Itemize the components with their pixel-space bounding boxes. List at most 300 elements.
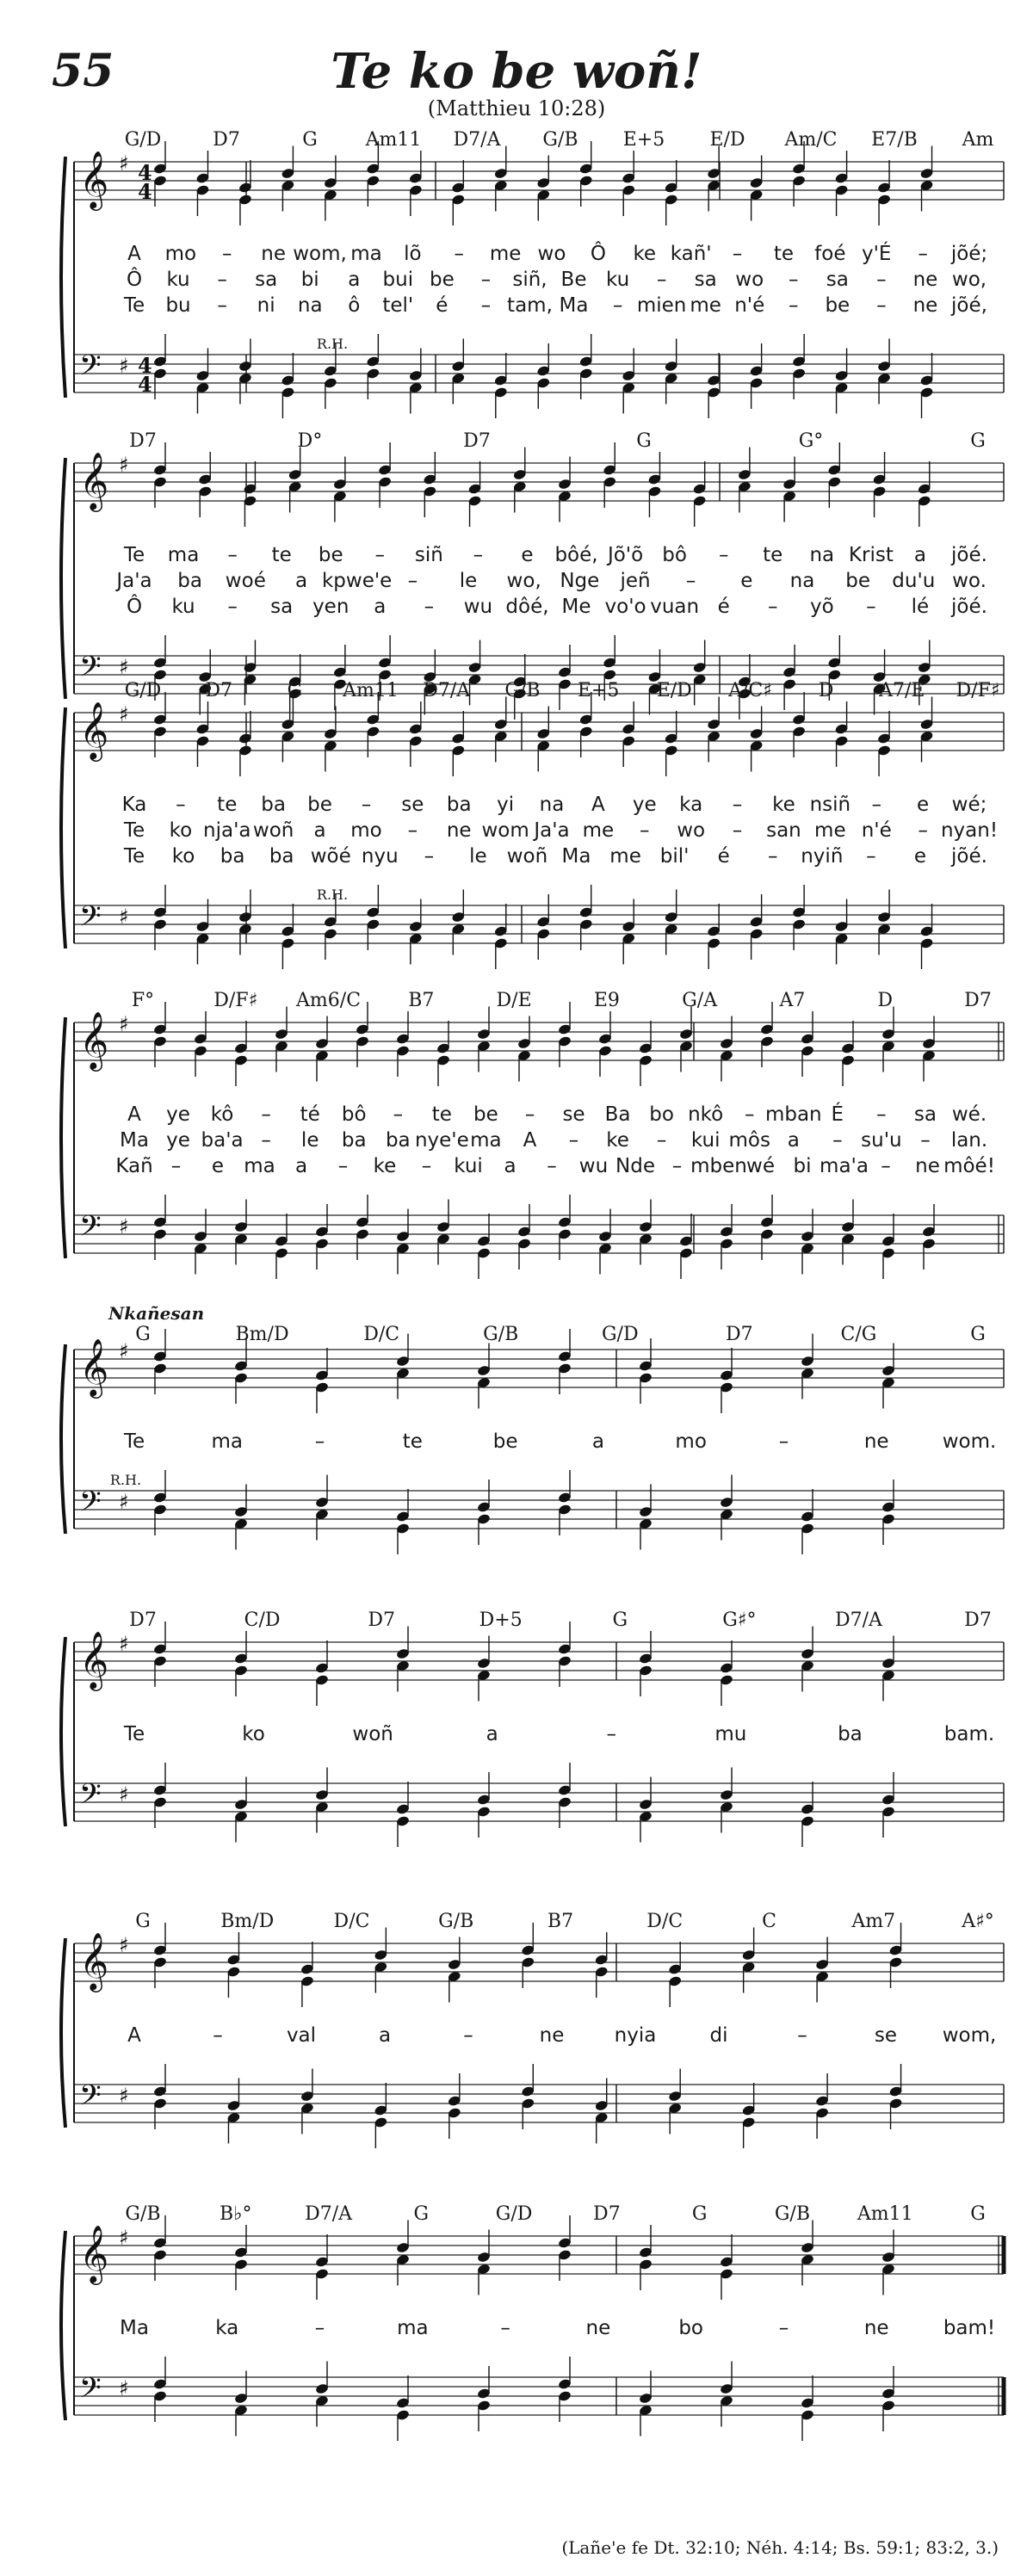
chord-symbol: G/D [124, 129, 162, 151]
lyric-syllable: a [486, 1723, 498, 1745]
lyric-syllable: foé [814, 243, 846, 265]
lyric-syllable: – [463, 2024, 473, 2047]
lyric-syllable: – [500, 2317, 510, 2339]
chord-symbol: D° [297, 430, 323, 452]
chord-symbol: Am11 [365, 129, 422, 151]
chord-symbol: D [877, 990, 894, 1011]
lyric-syllable: Ma [561, 845, 591, 868]
chord-symbol: D/E [496, 990, 532, 1011]
lyric-syllable: wé [746, 1155, 775, 1177]
staff-lines [48, 2203, 1004, 2487]
lyric-syllable: ne [912, 294, 938, 317]
lyric-syllable: sa [270, 596, 294, 618]
treble-clef-icon: 𝄞 [79, 1010, 109, 1069]
lyric-syllable: ba [177, 570, 203, 592]
lyric-syllable: – [876, 294, 887, 317]
lyric-syllable: – [876, 1103, 887, 1126]
lyric-syllable: e [913, 845, 927, 868]
chord-symbol: C/D [244, 1609, 281, 1631]
lyric-syllable: te [271, 544, 292, 566]
chord-symbol: Am11 [343, 680, 399, 701]
lyric-syllable: ye [166, 1129, 190, 1152]
chord-symbol: G [135, 1324, 151, 1345]
lyric-syllable: mo [164, 243, 197, 265]
treble-clef-icon: 𝄞 [79, 451, 109, 510]
lyric-syllable: na [297, 294, 323, 317]
lyric-syllable: e [917, 794, 930, 816]
chord-symbol: D/C [646, 1911, 684, 1932]
lyric-syllable: bi [793, 1155, 812, 1177]
lyric-syllable: na [539, 794, 565, 816]
lyric-syllable: – [222, 243, 232, 265]
chord-symbol: Am/C [784, 129, 838, 151]
chord-symbol: D7 [964, 990, 992, 1011]
lyric-syllable: bi [300, 269, 319, 291]
time-signature-icon: 4 [138, 160, 152, 185]
lyric-syllable: Te [123, 819, 145, 842]
lyric-syllable: wo, [951, 269, 987, 291]
lyric-syllable: – [881, 1155, 891, 1177]
lyric-syllable: – [918, 819, 928, 842]
chord-symbol: D/F♯ [213, 990, 258, 1011]
lyric-syllable: woñ [352, 1723, 393, 1745]
lyric-syllable: te [773, 243, 795, 265]
lyric-syllable: ma [470, 1129, 502, 1152]
lyric-syllable: kui [454, 1155, 483, 1177]
chord-symbol: G [636, 430, 652, 452]
lyric-syllable: Ma [120, 2317, 149, 2339]
lyric-syllable: – [227, 544, 238, 566]
lyric-syllable: ba'a [201, 1129, 244, 1152]
lyric-syllable: – [314, 2317, 325, 2339]
lyric-syllable: ba [269, 845, 294, 868]
scripture-reference: (Matthieu 10:28) [427, 96, 606, 120]
lyric-syllable: – [789, 269, 799, 291]
lyric-syllable: a [504, 1155, 516, 1177]
lyric-syllable: Nde [615, 1155, 655, 1177]
lyric-syllable: sa [694, 269, 717, 291]
chord-symbol: E+5 [577, 680, 620, 701]
lyric-syllable: ne [912, 269, 938, 291]
lyric-syllable: a [374, 596, 387, 618]
lyric-syllable: ma [350, 243, 382, 265]
treble-clef-icon: 𝄞 [79, 1337, 109, 1396]
lyric-syllable: le [300, 1129, 319, 1152]
lyric-syllable: Ma [559, 294, 589, 317]
chord-symbol: D/F♯ [956, 680, 1000, 701]
chord-symbol: G/B [125, 2203, 161, 2225]
chord-symbol: D7 [213, 129, 240, 151]
lyric-syllable: A [127, 243, 141, 265]
bass-clef-icon: 𝄢 [79, 651, 102, 690]
lyric-syllable: e [521, 544, 534, 566]
lyric-syllable: wom. [942, 1430, 997, 1453]
lyric-syllable: Te [123, 294, 145, 317]
lyric-syllable: ne [863, 1430, 889, 1453]
key-signature-icon: ♯ [119, 1632, 129, 1656]
lyric-syllable: – [778, 1430, 789, 1453]
lyric-syllable: – [832, 1129, 843, 1152]
lyric-syllable: du'u [892, 570, 936, 592]
key-signature-icon: ♯ [119, 1782, 129, 1807]
lyric-syllable: se [562, 1103, 585, 1126]
score-system [48, 129, 1004, 448]
key-signature-icon: ♯ [119, 1490, 129, 1514]
lyric-syllable: – [718, 544, 729, 566]
lyric-syllable: ba [385, 1129, 411, 1152]
chord-symbol: D+5 [479, 1609, 523, 1631]
lyric-syllable: Me [561, 596, 591, 618]
score-system [48, 990, 1004, 1300]
chord-symbol: Am7 [851, 1911, 896, 1932]
lyric-syllable: é [717, 845, 730, 868]
lyric-syllable: wo, [506, 570, 541, 592]
chord-symbol: D7/A [423, 680, 471, 701]
right-hand-marking: R.H. [316, 336, 349, 352]
chord-symbol: A♯° [962, 1911, 994, 1932]
key-signature-icon: ♯ [119, 1012, 129, 1036]
lyric-syllable: a [313, 819, 326, 842]
lyric-syllable: ni [257, 294, 275, 317]
chord-symbol: G [612, 1609, 628, 1631]
chord-symbol: G° [798, 430, 824, 452]
lyric-syllable: bu [165, 294, 191, 317]
lyric-syllable: mban [764, 1103, 822, 1126]
lyric-syllable: A [591, 794, 605, 816]
lyric-syllable: be [825, 294, 851, 317]
lyric-syllable: bôé, [554, 544, 598, 566]
lyric-syllable: é [717, 596, 730, 618]
lyric-syllable: ne [863, 2317, 889, 2339]
key-signature-icon: ♯ [119, 1339, 129, 1363]
lyric-syllable: – [393, 1103, 404, 1126]
lyric-syllable: – [778, 2317, 789, 2339]
chord-symbol: D/C [363, 1324, 400, 1345]
lyric-syllable: ko [171, 845, 195, 868]
lyric-syllable: tel' [382, 294, 414, 317]
lyric-syllable: – [473, 544, 484, 566]
treble-clef-icon: 𝄞 [79, 2224, 109, 2283]
lyric-syllable: su'u [861, 1129, 902, 1152]
lyric-syllable: bam! [943, 2317, 996, 2339]
lyric-syllable: wu [578, 1155, 609, 1177]
lyric-syllable: ke [606, 1129, 629, 1152]
chord-symbol: D7 [129, 430, 157, 452]
lyric-syllable: – [547, 1155, 557, 1177]
lyric-syllable: wé. [951, 1103, 987, 1126]
key-signature-icon: ♯ [119, 2084, 129, 2108]
lyric-syllable: – [732, 794, 743, 816]
lyric-syllable: – [407, 819, 418, 842]
lyric-syllable: ka [679, 794, 703, 816]
lyric-syllable: ba [341, 1129, 367, 1152]
lyric-syllable: Te [123, 845, 145, 868]
lyric-syllable: Te [123, 1723, 145, 1745]
lyric-syllable: – [656, 269, 667, 291]
lyric-syllable: woñ [252, 819, 294, 842]
lyric-syllable: ne [915, 1155, 940, 1177]
right-hand-marking: R.H. [316, 886, 349, 903]
lyric-syllable: Ka [121, 794, 147, 816]
lyric-syllable: val [286, 2024, 317, 2047]
lyric-syllable: ke [373, 1155, 397, 1177]
lyric-syllable: wé; [951, 794, 987, 816]
chord-symbol: G/D [495, 2203, 533, 2225]
lyric-syllable: be [307, 794, 332, 816]
lyric-syllable: – [866, 845, 876, 868]
treble-clef-icon: 𝄞 [79, 150, 109, 208]
lyric-syllable: bô [662, 544, 687, 566]
lyric-syllable: wõé [310, 845, 351, 868]
lyric-syllable: n'é [734, 294, 765, 317]
lyric-syllable: na [809, 544, 835, 566]
lyric-syllable: wu [463, 596, 493, 618]
lyric-syllable: ne [539, 2024, 565, 2047]
lyric-syllable: ma'a [820, 1155, 869, 1177]
chord-symbol: G/A [682, 990, 718, 1011]
lyric-syllable: – [866, 596, 876, 618]
lyric-syllable: nye'e [414, 1129, 469, 1152]
key-signature-icon: ♯ [119, 453, 129, 477]
chord-symbol: E+5 [622, 129, 665, 151]
lyric-syllable: – [920, 1129, 931, 1152]
lyric-syllable: nja'a [203, 819, 251, 842]
lyric-syllable: – [217, 269, 227, 291]
lyric-syllable: mu [714, 1723, 747, 1745]
lyric-syllable: mben [690, 1155, 747, 1177]
lyric-syllable: – [612, 294, 623, 317]
lyric-syllable: – [568, 1129, 579, 1152]
lyric-syllable: Kañ [115, 1155, 153, 1177]
chord-symbol: Bm/D [220, 1911, 275, 1932]
lyric-syllable: ne [446, 819, 472, 842]
lyric-syllable: lan. [950, 1129, 988, 1152]
lyric-syllable: te [431, 1103, 452, 1126]
lyric-syllable: – [176, 794, 186, 816]
chord-symbol: G [970, 430, 986, 452]
chord-symbol: G/B [504, 680, 541, 701]
lyric-syllable: wom, [942, 2024, 997, 2047]
lyric-syllable: vo'o [604, 596, 646, 618]
lyric-syllable: jõé. [951, 845, 987, 868]
lyric-syllable: a [913, 544, 926, 566]
lyric-syllable: wom, [293, 243, 347, 265]
lyric-syllable: – [374, 544, 386, 566]
lyric-syllable: san [766, 819, 801, 842]
lyric-syllable: woé [225, 570, 266, 592]
lyric-syllable: ô [348, 294, 361, 317]
lyric-syllable: – [685, 570, 696, 592]
lyric-syllable: – [217, 294, 227, 317]
chord-symbol: D7 [726, 1324, 753, 1345]
lyric-syllable: é [436, 294, 448, 317]
lyric-syllable: – [480, 294, 492, 317]
lyric-syllable: – [640, 819, 650, 842]
chord-symbol: G [970, 2203, 986, 2225]
lyric-syllable: te [763, 544, 783, 566]
chord-symbol: C [762, 1911, 776, 1932]
chord-symbol: D7 [129, 1609, 157, 1631]
lyric-syllable: té [300, 1103, 320, 1126]
lyric-syllable: nyiñ [801, 845, 844, 868]
time-signature-icon: 4 [138, 179, 152, 204]
chord-symbol: G [135, 1911, 151, 1932]
lyric-syllable: woñ [506, 845, 548, 868]
lyric-syllable: A [127, 1103, 141, 1126]
lyric-syllable: y'É [861, 243, 892, 265]
lyric-syllable: be [429, 269, 455, 291]
lyric-syllable: a [294, 1155, 308, 1177]
bass-clef-icon: 𝄢 [79, 1778, 102, 1818]
key-signature-icon: ♯ [119, 2226, 129, 2250]
chord-symbol: G/B [774, 2203, 811, 2225]
time-signature-icon: 4 [138, 372, 152, 397]
lyric-syllable: jõé. [951, 544, 987, 566]
lyric-syllable: – [789, 294, 799, 317]
lyric-syllable: bô [341, 1103, 367, 1126]
lyric-syllable: Ja'a [116, 570, 152, 592]
lyric-syllable: a [348, 269, 361, 291]
lyric-syllable: – [768, 596, 778, 618]
lyric-syllable: Jõ'õ [607, 544, 644, 566]
lyric-syllable: jõé. [951, 596, 987, 618]
lyric-syllable: – [744, 1103, 755, 1126]
lyric-syllable: ye [632, 794, 657, 816]
lyric-syllable: môs [728, 1129, 770, 1152]
lyric-syllable: ba [446, 794, 472, 816]
lyric-syllable: nsiñ [809, 794, 851, 816]
chord-symbol: E/D [709, 129, 745, 151]
chord-symbol: D [818, 680, 834, 701]
key-signature-icon: ♯ [119, 1214, 129, 1239]
lyric-syllable: sa [826, 269, 849, 291]
lyric-syllable: A [127, 2024, 141, 2047]
chord-symbol: D7 [964, 1609, 992, 1631]
lyric-syllable: – [671, 1155, 683, 1177]
lyric-syllable: Ba [604, 1103, 631, 1126]
lyric-syllable: a [591, 1430, 604, 1453]
chord-symbol: D/C [333, 1911, 370, 1932]
lyric-syllable: tam, [507, 294, 553, 317]
lyric-syllable: ma [167, 544, 200, 566]
chord-symbol: A/C♯ [728, 680, 772, 701]
key-signature-icon: ♯ [119, 905, 129, 929]
lyric-syllable: le [469, 845, 487, 868]
treble-clef-icon: 𝄞 [79, 1630, 109, 1689]
lyric-syllable: bui [382, 269, 414, 291]
chord-symbol: G/B [438, 1911, 474, 1932]
lyric-syllable: môé! [943, 1155, 995, 1177]
lyric-syllable: Ô [590, 243, 606, 265]
lyric-syllable: – [797, 2024, 807, 2047]
chord-symbol: D7 [463, 430, 491, 452]
lyric-syllable: siñ, [512, 269, 547, 291]
right-hand-marking: R.H. [109, 1472, 142, 1488]
chord-symbol: Am6/C [296, 990, 362, 1011]
lyric-syllable: Te [123, 1430, 145, 1453]
lyric-syllable: na [789, 570, 815, 592]
chord-symbol: B♭° [219, 2203, 252, 2225]
lyric-syllable: ku [171, 596, 195, 618]
chord-symbol: G/D [601, 1324, 639, 1345]
lyric-syllable: se [874, 2024, 898, 2047]
lyric-syllable: bil' [659, 845, 690, 868]
key-signature-icon: ♯ [119, 2376, 129, 2400]
score-system [48, 1911, 1004, 2195]
lyric-syllable: jõé; [950, 243, 988, 265]
lyric-syllable: be [473, 1103, 498, 1126]
lyric-syllable: – [480, 269, 492, 291]
lyric-syllable: – [213, 2024, 223, 2047]
lyric-syllable: a [378, 2024, 392, 2047]
lyric-syllable: ma [211, 1430, 244, 1453]
key-signature-icon: ♯ [119, 151, 129, 176]
chord-symbol: D7 [593, 2203, 621, 2225]
lyric-syllable: Krist [848, 544, 894, 566]
lyric-syllable: – [421, 1155, 432, 1177]
lyric-syllable: – [606, 1723, 617, 1745]
lyric-syllable: bo [678, 2317, 703, 2339]
lyric-syllable: lõ [404, 243, 422, 265]
lyric-syllable: be [845, 570, 871, 592]
section-marker: Nkañesan [108, 1303, 205, 1324]
staff-lines [48, 1308, 1004, 1584]
lyric-syllable: yi [497, 794, 515, 816]
lyric-syllable: ma [244, 1155, 275, 1177]
lyric-syllable: lé [911, 596, 930, 618]
chord-symbol: Bm/D [235, 1324, 289, 1345]
lyric-syllable: be [318, 544, 343, 566]
lyric-syllable: nyia [614, 2024, 657, 2047]
lyric-syllable: bo [649, 1103, 674, 1126]
lyric-syllable: kpwe'e [321, 570, 393, 592]
lyric-syllable: wom [481, 819, 529, 842]
score-system [48, 1609, 1004, 1885]
score-system [48, 680, 1004, 990]
staff-lines [48, 1911, 1004, 2195]
lyric-syllable: Te [123, 544, 145, 566]
lyric-syllable: ne [585, 2317, 611, 2339]
lyric-syllable: ba [838, 1723, 863, 1745]
lyric-syllable: e [740, 570, 753, 592]
chord-symbol: G [413, 2203, 430, 2225]
lyric-syllable: Ô [126, 269, 143, 291]
lyric-syllable: – [454, 243, 464, 265]
lyric-syllable: jõé, [951, 294, 987, 317]
lyric-syllable: – [918, 243, 928, 265]
chord-symbol: Am11 [857, 2203, 913, 2225]
lyric-syllable: ba [261, 794, 287, 816]
lyric-syllable: mien [636, 294, 687, 317]
chord-symbol: D7/A [834, 1609, 882, 1631]
lyric-syllable: jeñ [620, 570, 651, 592]
lyric-syllable: te [402, 1430, 423, 1453]
lyric-syllable: Ô [126, 596, 143, 618]
lyric-syllable: siñ [414, 544, 443, 566]
lyric-syllable: wo [677, 819, 706, 842]
lyric-syllable: – [424, 596, 435, 618]
lyric-syllable: yen [312, 596, 349, 618]
bass-clef-icon: 𝄢 [79, 900, 102, 940]
chord-symbol: G/D [124, 680, 162, 701]
chord-symbol: B7 [547, 1911, 574, 1932]
chord-symbol: D7 [368, 1609, 395, 1631]
lyric-syllable: a [294, 570, 308, 592]
hymn-title: Te ko be woñ! [331, 43, 702, 100]
lyric-syllable: ke [633, 243, 657, 265]
lyric-syllable: wo. [952, 570, 987, 592]
bass-clef-icon: 𝄢 [79, 2372, 102, 2412]
